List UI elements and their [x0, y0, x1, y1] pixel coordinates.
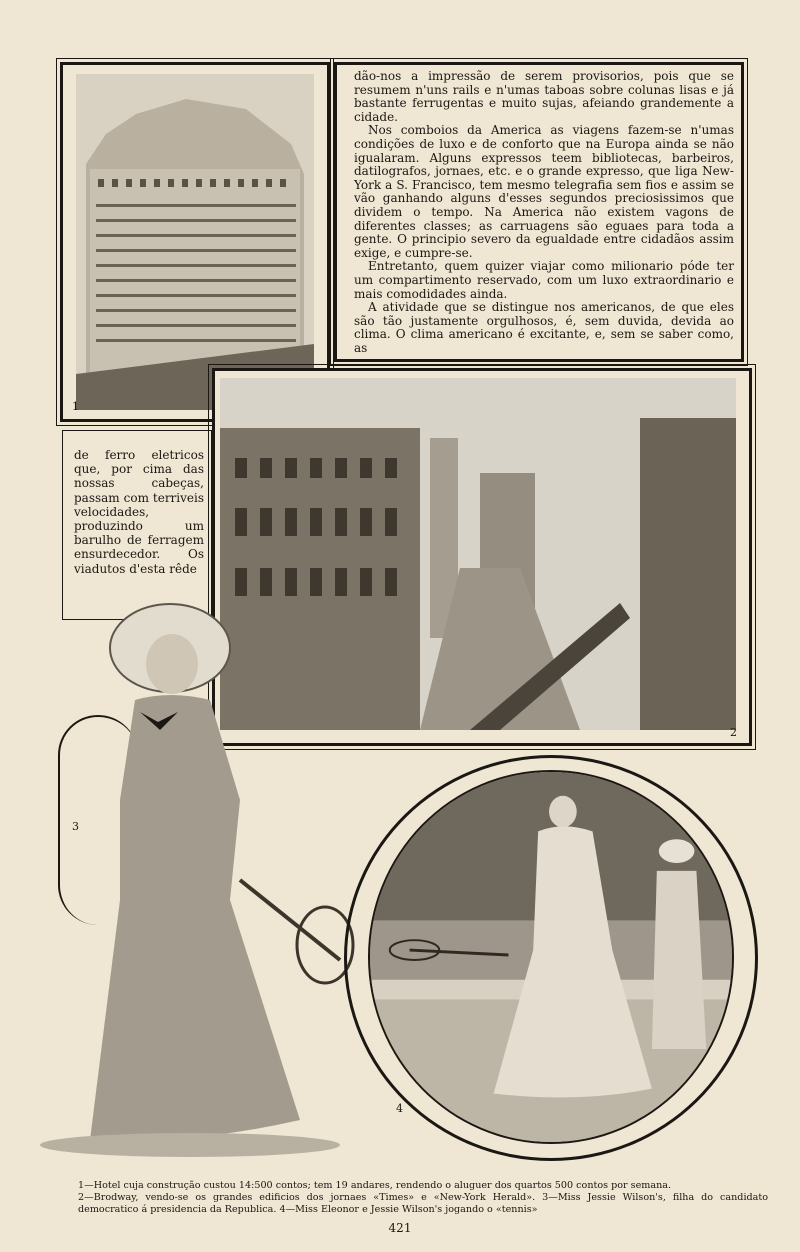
article-paragraph-1: dão-nos a impressão de serem provisorios, pois que se resumem n'uns rails e n'umas taboas sobre colunas lisas e já bastante ferrugentas e muito sujas, afeiando grandemente a cidade. — [354, 69, 734, 124]
article-paragraph-3: Entretanto, quem quizer viajar como milionario póde ter um compartimento reservado, com um luxo extraordinario e mais comodidades ainda. — [354, 259, 734, 301]
figure-3-woman-photo — [40, 600, 360, 1165]
figure-4-tennis-photo — [368, 770, 734, 1144]
caption-line-1: 1—Hotel cuja construção custou 14:500 contos; tem 19 andares, rendendo o aluguer dos quartos 500 contos por semana. — [78, 1180, 672, 1191]
caption-line-2: 2—Brodway, vendo-se os grandes edificios dos jornaes «Times» e «New-York Herald». 3—Miss Jessie Wilson's, filha do candidato democratico á presidencia da Republica. 4—Miss Eleonor e Jessie Wilson's jogando o «tennis» — [78, 1192, 768, 1215]
figure-1-hotel-photo — [76, 74, 314, 410]
article-paragraph-2: Nos comboios da America as viagens fazem-se n'umas condições de luxo e de conforto que na Europa ainda se não igualaram. Alguns expressos teem bibliotecas, barbeiros, datilografos, jornaes, etc. e o grande expresso, que liga New-York a S. Francisco, tem mesmo telegrafia sem fios e assim se vão ganhando alguns d'esses segundos preciosissimos que dividem o tempo. Na America não existem vagons de diferentes classes; as carruagens são eguaes para toda a gente. O principio severo da egualdade entre cidadãos assim exige, e cumpre-se. — [354, 123, 734, 260]
page-number: 421 — [388, 1221, 412, 1235]
article-paragraph-4: A atividade que se distingue nos americanos, de que eles são tão justamente orgulhosos, é, sem duvida, devida ao clima. O clima americano é excitante, e, sem se saber como, as — [354, 300, 734, 355]
article-text-column — [354, 70, 734, 355]
hotel-illustration — [76, 74, 314, 410]
figure-3-number: 3 — [72, 820, 79, 833]
tennis-illustration — [370, 772, 732, 1142]
figure-4-number: 4 — [396, 1102, 403, 1115]
figure-2-number: 2 — [730, 726, 737, 739]
figure-captions — [78, 1180, 768, 1216]
side-text-column: de ferro eletricos que, por cima das nossas cabeças, passam com terriveis velocidades, produzindo um barulho de ferragem ensurdecedor. Os viadutos d'esta rêde — [74, 448, 204, 576]
figure-1-number: 1 — [72, 400, 79, 413]
